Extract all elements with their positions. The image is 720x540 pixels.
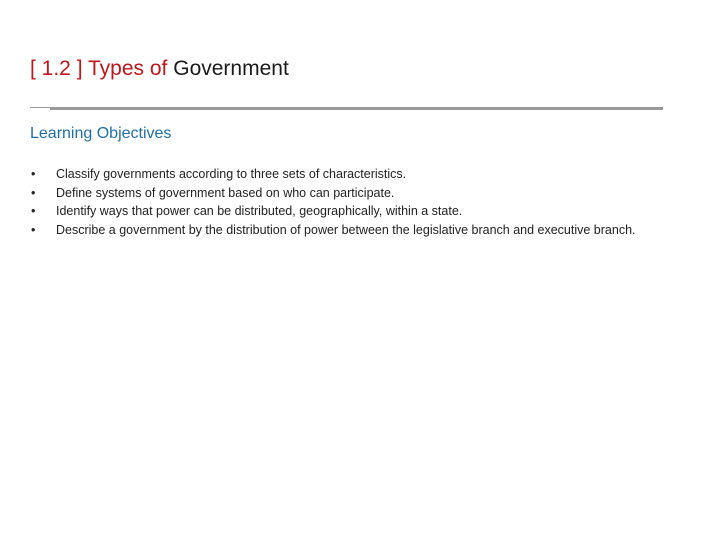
objective-text: Identify ways that power can be distributed, geographically, within a state. [56, 204, 463, 218]
bullet-icon: • [31, 222, 36, 237]
bullet-icon: • [31, 167, 36, 181]
objectives-list [30, 165, 670, 239]
objective-text: Define systems of government based on who can participate. [56, 185, 395, 200]
list-item [30, 165, 670, 184]
bullet-icon: • [31, 185, 36, 200]
list-item [30, 202, 670, 221]
objective-text: Describe a government by the distribution of power between the legislative branch and executive branch. [56, 222, 636, 237]
title-divider-thin [30, 107, 50, 108]
title-types-of: Types of [88, 57, 168, 80]
title-number: [ 1.2 ] [30, 57, 83, 80]
list-item [30, 184, 670, 203]
bullet-icon: • [31, 204, 36, 218]
title-divider [50, 107, 663, 110]
section-heading: Learning Objectives [30, 125, 172, 142]
objective-text: Classify governments according to three sets of characteristics. [56, 167, 407, 181]
list-item [30, 221, 670, 240]
title-government: Government [173, 57, 289, 80]
slide-title [30, 56, 289, 82]
